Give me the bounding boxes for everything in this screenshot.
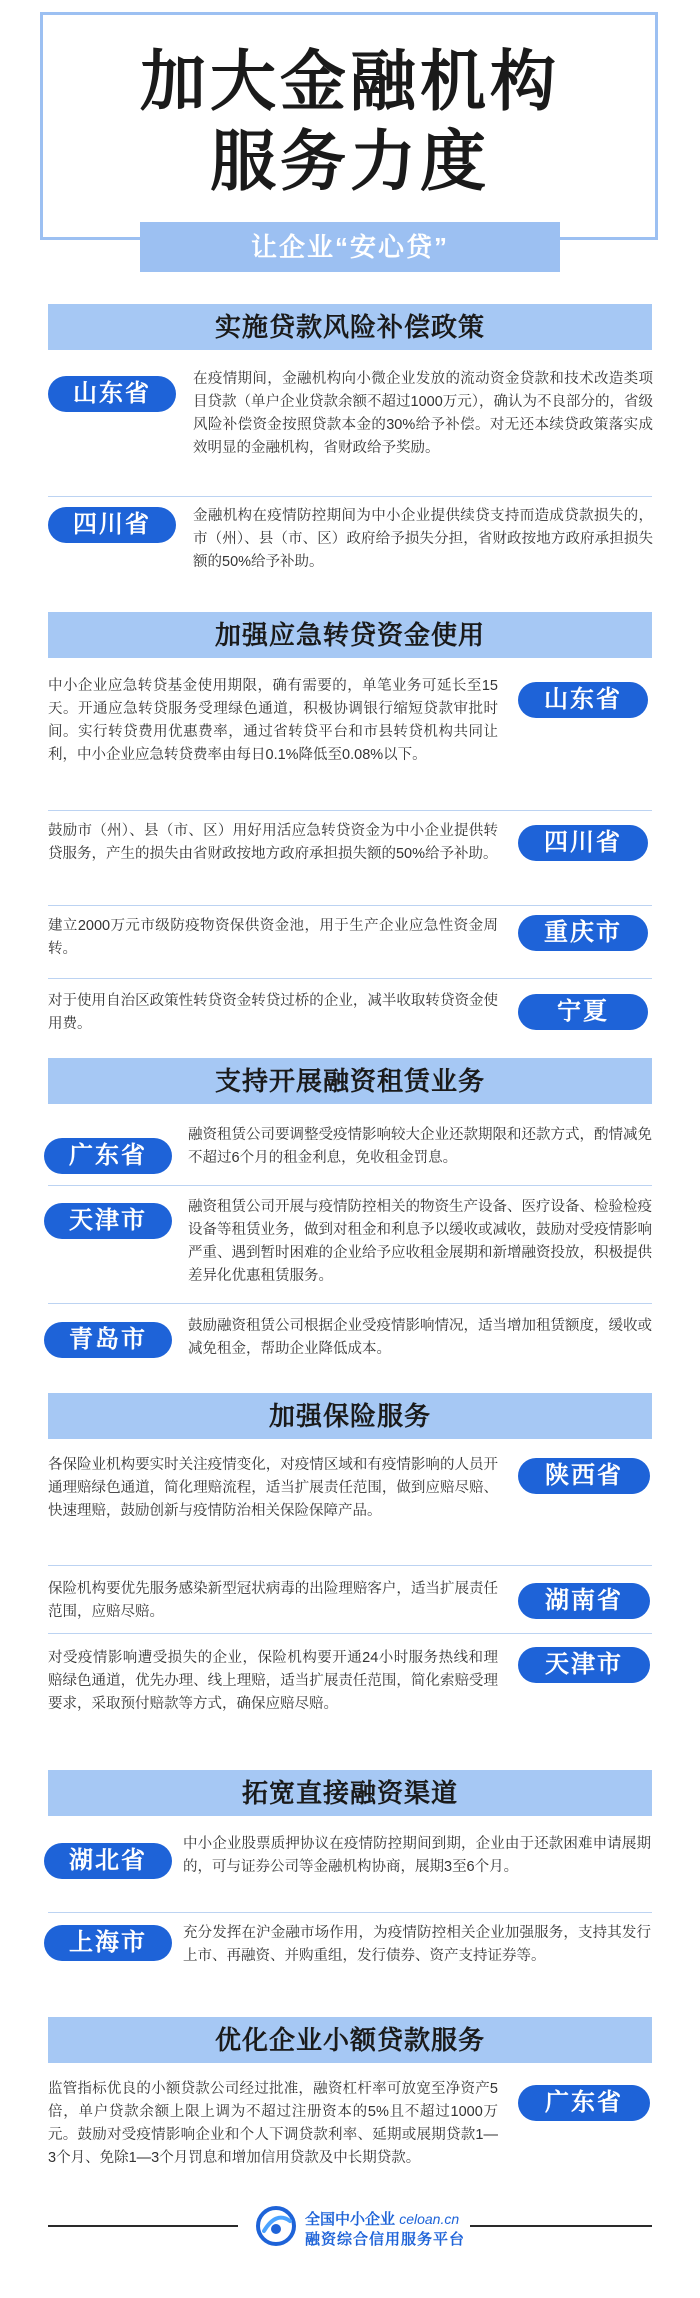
region-badge: 广东省 [518, 2085, 650, 2121]
region-badge: 青岛市 [44, 1322, 172, 1358]
policy-text: 在疫情期间，金融机构向小微企业发放的流动资金贷款和技术改造类项目贷款（单户企业贷款余额不超过1000万元），确认为不良部分的，省级风险补偿资金按照贷款本金的30%给予补偿。对无还本续贷政策落实成效明显的金融机构，省财政给予奖励。 [193, 371, 654, 456]
footer-divider-right [470, 2225, 652, 2227]
region-badge: 湖北省 [44, 1843, 172, 1879]
policy-text: 金融机构在疫情防控期间为中小企业提供续贷支持而造成贷款损失的，市（州）、县（市、区）政府给予损失分担，省财政按地方政府承担损失额的50%给予补助。 [193, 508, 653, 570]
divider [48, 905, 652, 906]
divider [48, 1565, 652, 1566]
divider [48, 1303, 652, 1304]
region-badge: 天津市 [44, 1203, 172, 1239]
policy-text: 建立2000万元市级防疫物资保供资金池，用于生产企业应急性资金周转。 [48, 918, 498, 957]
policy-text: 对于使用自治区政策性转贷资金转贷过桥的企业，减半收取转贷资金使用费。 [48, 993, 498, 1032]
footer-divider-left [48, 2225, 238, 2227]
policy-text: 融资租赁公司开展与疫情防控相关的物资生产设备、医疗设备、检验检疫设备等租赁业务，做到对租金和利息予以缓收或减收，鼓励对受疫情影响严重、遇到暂时困难的企业给予应收租金展期和新增融资投放，积极提供差异化优惠租赁服务。 [188, 1199, 652, 1284]
policy-text: 对受疫情影响遭受损失的企业，保险机构要开通24小时服务热线和理赔绿色通道，优先办理、线上理赔，适当扩展责任范围，简化索赔受理要求，采取预付赔款等方式，确保应赔尽赔。 [48, 1650, 498, 1712]
divider [48, 1185, 652, 1186]
footer-brand-line-2: 融资综合信用服务平台 [305, 2231, 466, 2248]
region-badge: 湖南省 [518, 1583, 650, 1619]
page-subtitle: 让企业“安心贷” [140, 222, 560, 272]
region-badge: 陕西省 [518, 1458, 650, 1494]
divider [48, 496, 652, 497]
page-title-line-1: 加大金融机构 [140, 43, 560, 120]
region-badge: 四川省 [48, 507, 176, 543]
policy-text: 各保险业机构要实时关注疫情变化，对疫情区域和有疫情影响的人员开通理赔绿色通道，简化理赔流程，适当扩展责任范围，做到应赔尽赔、快速理赔，鼓励创新与疫情防治相关保险保障产品。 [48, 1457, 498, 1519]
region-badge: 山东省 [48, 376, 176, 412]
section-title: 拓宽直接融资渠道 [48, 1770, 652, 1816]
region-badge: 山东省 [518, 682, 648, 718]
policy-text: 保险机构要优先服务感染新型冠状病毒的出险理赔客户，适当扩展责任范围，应赔尽赔。 [48, 1581, 498, 1620]
region-badge: 宁夏 [518, 994, 648, 1030]
section-title: 加强保险服务 [48, 1393, 652, 1439]
policy-text: 融资租赁公司要调整受疫情影响较大企业还款期限和还款方式，酌情减免不超过6个月的租金利息，免收租金罚息。 [188, 1127, 652, 1166]
divider [48, 1912, 652, 1913]
section-title: 加强应急转贷资金使用 [48, 612, 652, 658]
divider [48, 978, 652, 979]
section-title: 优化企业小额贷款服务 [48, 2017, 652, 2063]
region-badge: 天津市 [518, 1647, 650, 1683]
policy-text: 中小企业应急转贷基金使用期限，确有需要的，单笔业务可延长至15天。开通应急转贷服务受理绿色通道，积极协调银行缩短贷款审批时间。实行转贷费用优惠费率，通过省转贷平台和市县转贷机构共同让利，中小企业应急转贷费率由每日0.1%降低至0.08%以下。 [48, 678, 498, 763]
region-badge: 四川省 [518, 825, 648, 861]
footer-brand-domain: celoan.cn [399, 2211, 460, 2227]
section-title: 实施贷款风险补偿政策 [48, 304, 652, 350]
policy-text: 充分发挥在沪金融市场作用，为疫情防控相关企业加强服务，支持其发行上市、再融资、并购重组，发行债券、资产支持证券等。 [183, 1925, 651, 1964]
footer-brand-line-1: 全国中小企业 celoan.cn [305, 2211, 460, 2228]
platform-logo-icon [255, 2205, 297, 2247]
region-badge: 重庆市 [518, 915, 648, 951]
divider [48, 1633, 652, 1634]
page-title-line-2: 服务力度 [210, 123, 490, 200]
region-badge: 上海市 [44, 1925, 172, 1961]
region-badge: 广东省 [44, 1138, 172, 1174]
divider [48, 810, 652, 811]
policy-text: 鼓励市（州）、县（市、区）用好用活应急转贷资金为中小企业提供转贷服务，产生的损失由省财政按地方政府承担损失额的50%给予补助。 [48, 823, 498, 862]
policy-text: 鼓励融资租赁公司根据企业受疫情影响情况，适当增加租赁额度，缓收或减免租金，帮助企业降低成本。 [188, 1318, 652, 1357]
policy-text: 中小企业股票质押协议在疫情防控期间到期，企业由于还款困难申请展期的，可与证券公司等金融机构协商，展期3至6个月。 [183, 1836, 651, 1875]
section-title: 支持开展融资租赁业务 [48, 1058, 652, 1104]
policy-text: 监管指标优良的小额贷款公司经过批准，融资杠杆率可放宽至净资产5倍，单户贷款余额上限上调为不超过注册资本的5%且不超过1000万元。鼓励对受疫情影响企业和个人下调贷款利率、延期或展期贷款1—3个月、免除1—3个月罚息和增加信用贷款及中长期贷款。 [48, 2081, 498, 2166]
